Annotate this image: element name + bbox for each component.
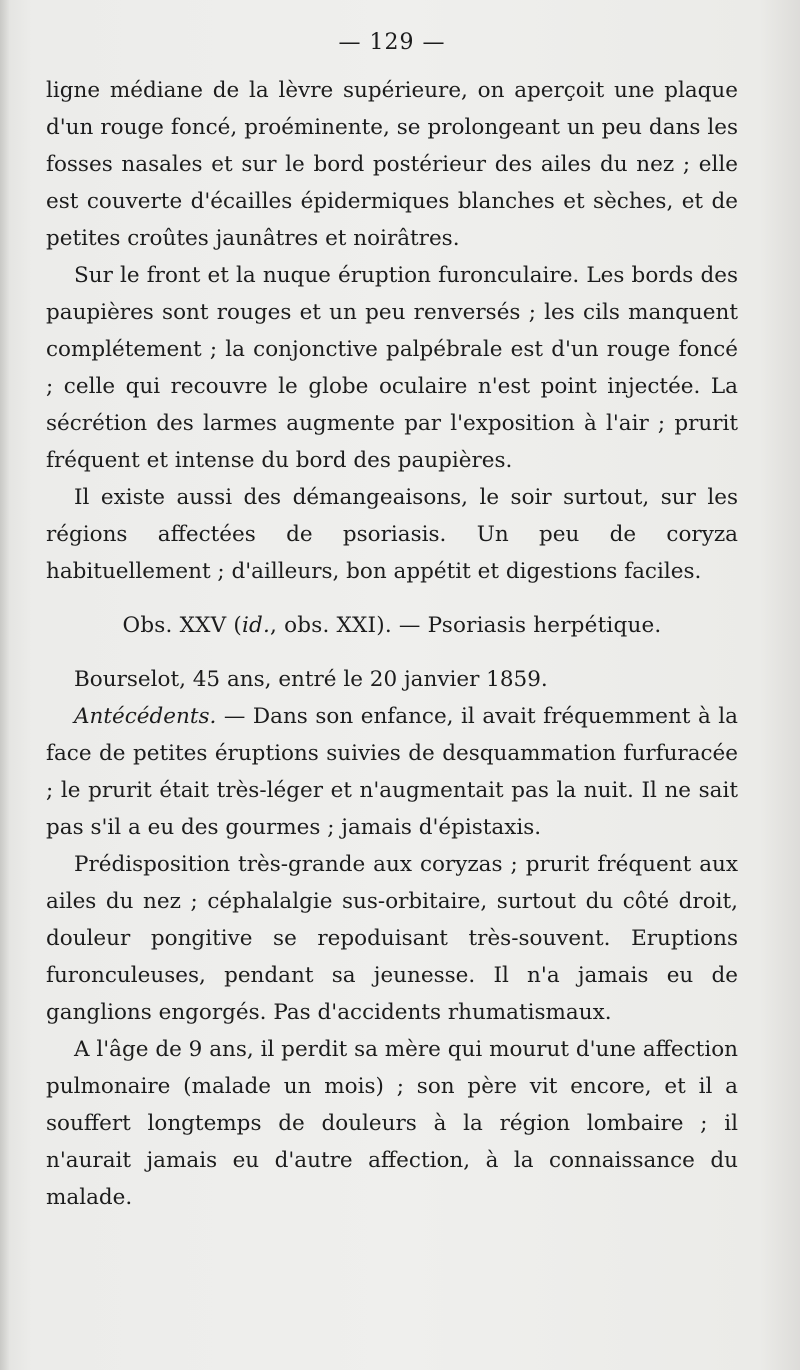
paragraph-family: A l'âge de 9 ans, il perdit sa mère qui mourut d'une affection pulmonaire (malade un mois) ; son père vit encore, et il a souffert longtemps de douleurs à la région lombaire ; il n'aurait jamais eu d'autre affection, à la connaissance du malade.	[46, 1037, 738, 1210]
paragraph-continuation: ligne médiane de la lèvre supérieure, on aperçoit une plaque d'un rouge foncé, proéminente, se prolongeant un peu dans les fosses nasales et sur le bord postérieur des ailes du nez ; elle est couverte d'écailles épidermiques blanches et sèches, et de petites croûtes jaunâtres et noirâtres.	[46, 78, 738, 251]
paragraph-predisposition: Prédisposition très-grande aux coryzas ; prurit fréquent aux ailes du nez ; céphalalgie sus-orbitaire, surtout du côté droit, douleur pongitive se repoduisant très-souvent. Eruptions furonculeuses, pendant sa jeunesse. Il n'a jamais eu de ganglions engorgés. Pas d'accidents rhumatismaux.	[46, 852, 738, 1025]
paragraph-patient: Bourselot, 45 ans, entré le 20 janvier 1859.	[74, 667, 548, 692]
observation-suffix: , obs. XXI). — Psoriasis herpétique.	[270, 613, 662, 638]
antecedents-label: Antécédents.	[74, 704, 217, 729]
observation-ref: id.	[241, 613, 271, 638]
observation-heading	[46, 607, 738, 644]
antecedents-text: — Dans son enfance, il avait fréquemment à la face de petites éruptions suivies de desquammation furfuracée ; le prurit était très-léger et n'augmentait pas la nuit. Il ne sait pas s'il a eu des gourmes ; jamais d'épistaxis.	[46, 704, 738, 840]
body-text	[46, 72, 738, 1216]
observation-prefix: Obs. XXV (	[122, 613, 242, 638]
paragraph-eyelids: Sur le front et la nuque éruption furonculaire. Les bords des paupières sont rouges et un peu renversés ; les cils manquent complétement ; la conjonctive palpébrale est d'un rouge foncé ; celle qui recouvre le globe oculaire n'est point injectée. La sécrétion des larmes augmente par l'exposition à l'air ; prurit fréquent et intense du bord des paupières.	[46, 263, 738, 473]
paragraph-itching: Il existe aussi des démangeaisons, le soir surtout, sur les régions affectées de psoriasis. Un peu de coryza habituellement ; d'ailleurs, bon appétit et digestions faciles.	[46, 485, 738, 584]
page-number: — 129 —	[338, 30, 446, 55]
paragraph-antecedents	[46, 698, 738, 846]
